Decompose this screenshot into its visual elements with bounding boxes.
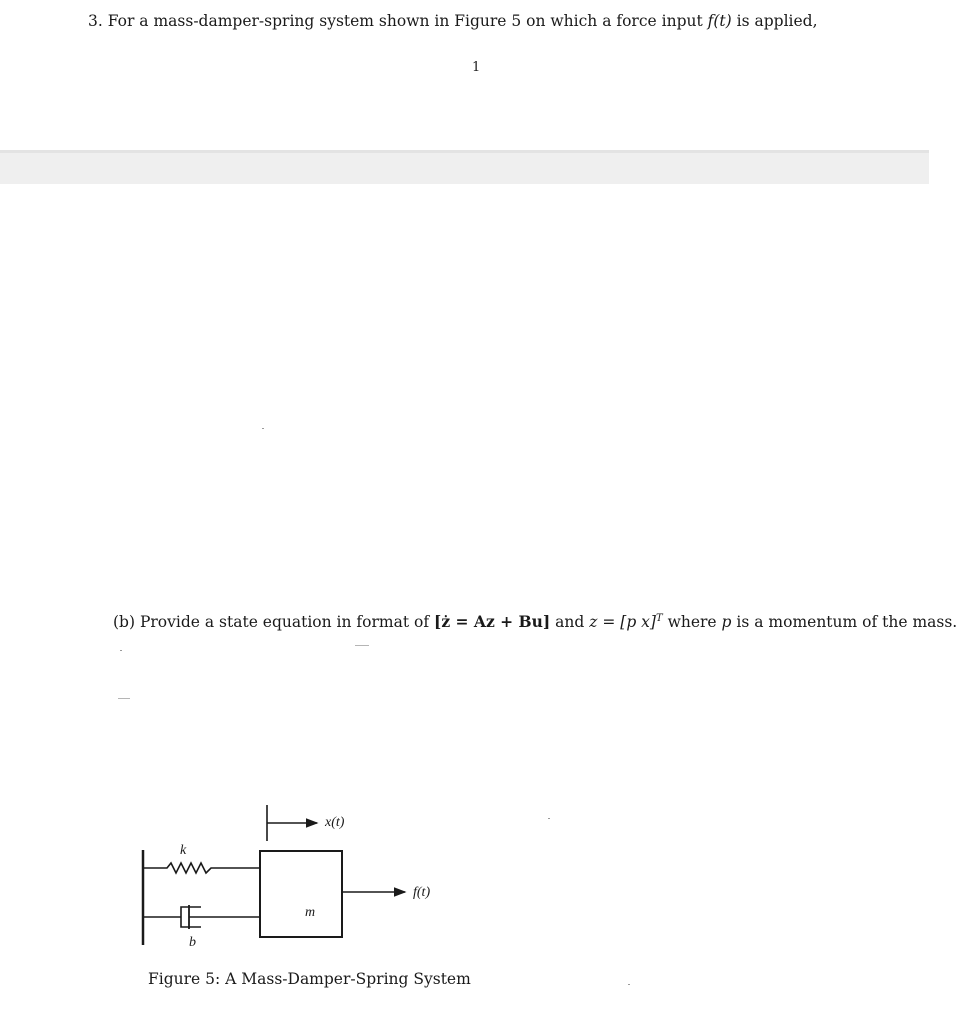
force-symbol: f(t) (707, 12, 732, 30)
part-b-statement-end: is a momentum of the mass. (736, 613, 957, 631)
damper (143, 905, 260, 929)
scan-speck (548, 818, 550, 819)
momentum-symbol: p (721, 613, 732, 631)
scan-speck (355, 645, 369, 646)
mass-damper-spring-figure (135, 795, 465, 955)
question-statement-end: is applied, (736, 12, 818, 30)
part-b-text (113, 612, 957, 631)
page-break-divider (0, 150, 929, 184)
figure-caption: Figure 5: A Mass-Damper-Spring System (148, 970, 471, 988)
mass-label: m (305, 905, 316, 920)
question-statement: For a mass-damper-spring system shown in Figure 5 on which a force input (107, 12, 703, 30)
force-label: f(t) (413, 885, 431, 900)
mass-block (260, 851, 342, 937)
part-b-label: (b) (113, 613, 136, 631)
scan-speck (120, 650, 122, 651)
damping-coefficient-label: b (189, 935, 196, 950)
part-b-and: and (555, 613, 585, 631)
question-3-text (88, 12, 818, 30)
scan-speck (118, 698, 130, 699)
state-equation: [ż = Az + Bu] (434, 612, 551, 631)
spring-constant-label: k (180, 843, 187, 858)
scan-speck (262, 428, 264, 429)
question-number: 3. (88, 12, 103, 30)
part-b-statement: Provide a state equation in format of (139, 613, 430, 631)
figure-drawing (135, 795, 465, 955)
displacement-label: x(t) (325, 815, 345, 830)
part-b-where: where (667, 613, 717, 631)
state-vector: z = [p x] (589, 613, 656, 631)
page-number: 1 (472, 60, 481, 75)
transpose-symbol: T (655, 612, 663, 624)
scan-speck (628, 984, 630, 985)
spring (143, 863, 260, 873)
